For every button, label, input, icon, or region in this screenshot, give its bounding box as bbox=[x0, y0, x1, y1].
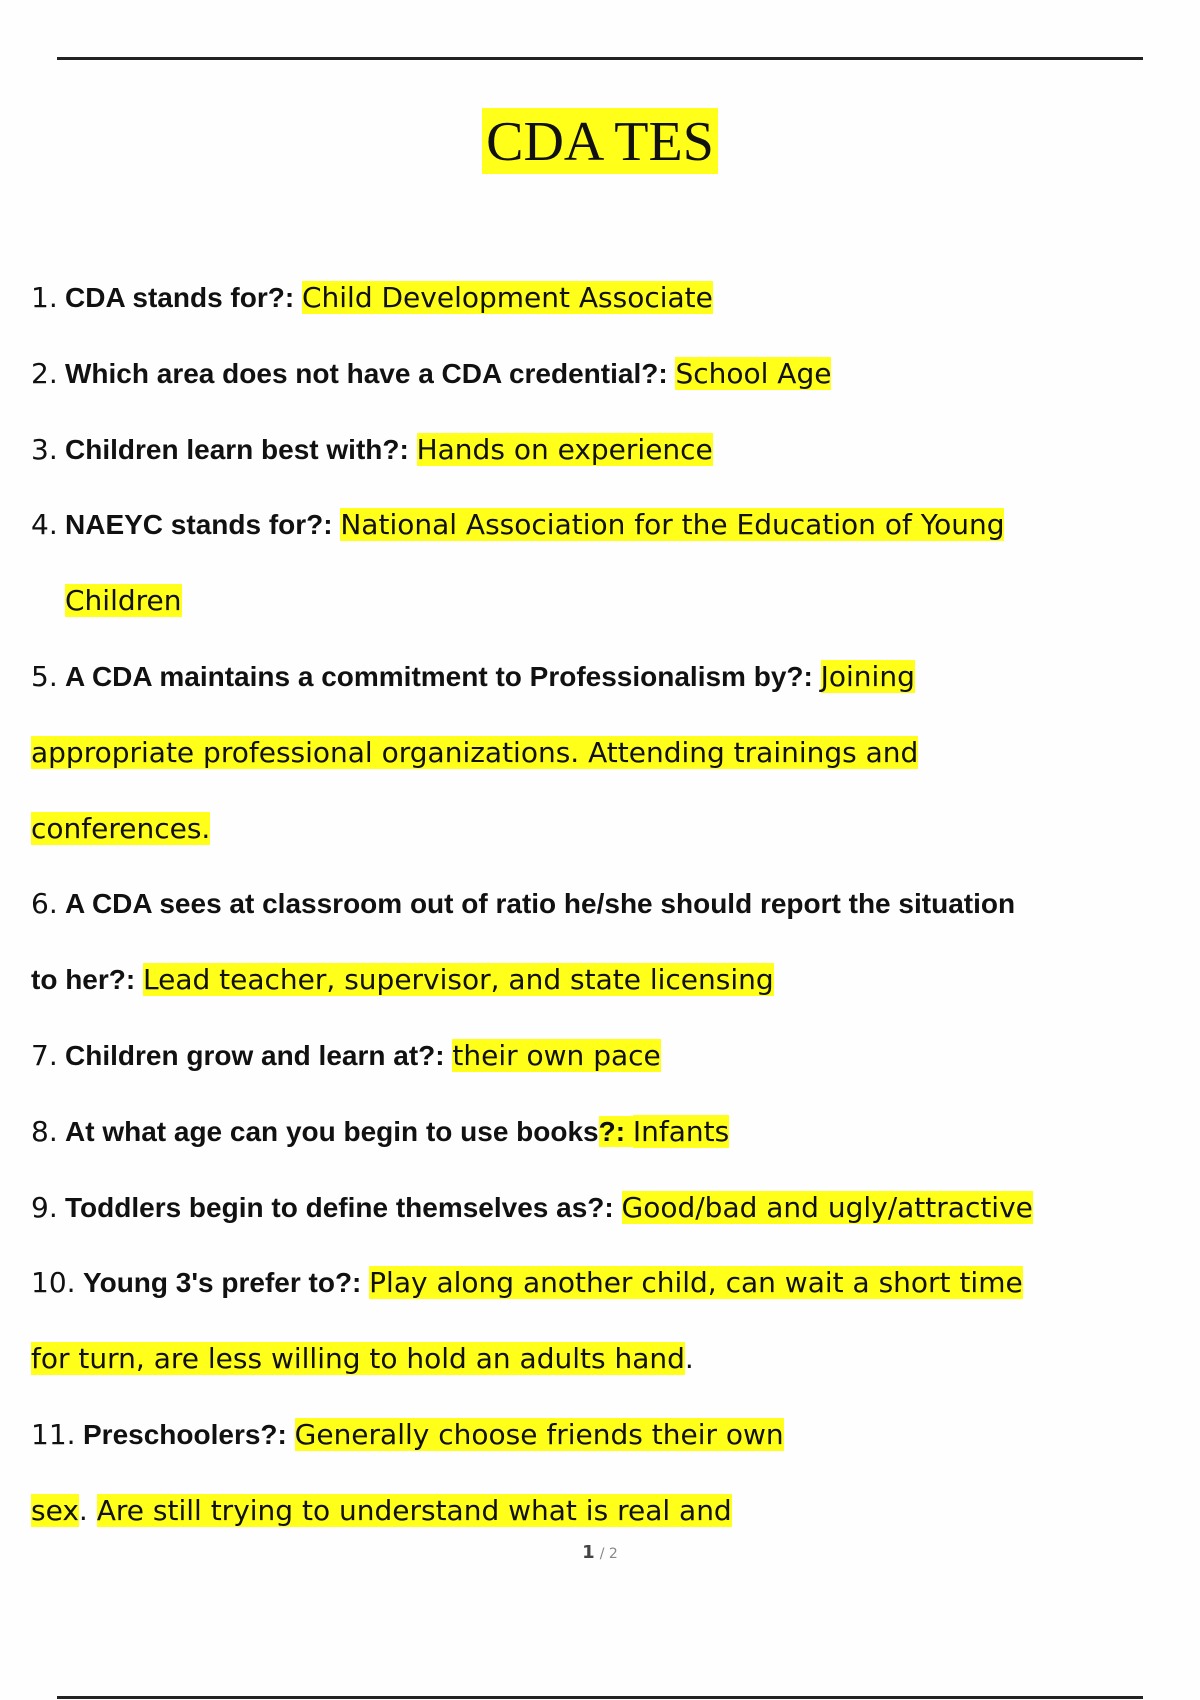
page-indicator bbox=[0, 1542, 1200, 1563]
question-text: NAEYC stands for?: bbox=[65, 509, 341, 541]
question-item bbox=[31, 356, 831, 393]
item-number: 3. bbox=[31, 432, 58, 466]
answer-highlight: for turn, are less willing to hold an adults hand bbox=[31, 1342, 685, 1376]
question-continuation bbox=[31, 811, 210, 848]
question-continuation bbox=[31, 1341, 694, 1378]
question-item bbox=[31, 432, 713, 469]
question-text: A CDA maintains a commitment to Professionalism by?: bbox=[65, 661, 821, 692]
answer-highlight: Generally choose friends their own bbox=[294, 1418, 784, 1451]
answer-highlight: Are still trying to understand what is real and bbox=[96, 1493, 732, 1527]
answer-highlight: appropriate professional organizations. Attending trainings and bbox=[31, 735, 919, 769]
punctuation: . bbox=[684, 1342, 694, 1376]
top-rule bbox=[57, 57, 1143, 60]
item-number: 10. bbox=[31, 1266, 76, 1300]
item-number: 8. bbox=[31, 1114, 58, 1148]
question-item bbox=[31, 1190, 1033, 1227]
item-number: 2. bbox=[31, 356, 58, 390]
total-pages: / 2 bbox=[599, 1546, 618, 1562]
answer-highlight: Child Development Associate bbox=[301, 281, 713, 314]
question-item bbox=[31, 507, 1004, 544]
title-container bbox=[0, 108, 1200, 174]
item-number: 7. bbox=[31, 1039, 58, 1072]
answer-highlight: Joining bbox=[820, 660, 915, 693]
question-item bbox=[31, 1417, 784, 1454]
question-text: Children learn best with?: bbox=[65, 433, 417, 465]
question-item bbox=[31, 280, 713, 317]
question-continuation bbox=[65, 583, 182, 620]
question-text: to her?: bbox=[31, 964, 143, 996]
bottom-rule bbox=[57, 1696, 1143, 1699]
item-number: 11. bbox=[31, 1418, 76, 1451]
item-number: 5. bbox=[31, 660, 58, 693]
answer-highlight: conferences. bbox=[31, 811, 211, 845]
item-number: 4. bbox=[31, 508, 58, 542]
answer-highlight: Lead teacher, supervisor, and state licensing bbox=[143, 963, 774, 997]
answer-highlight: National Association for the Education of Young bbox=[340, 508, 1005, 542]
question-item bbox=[31, 1038, 661, 1075]
answer-highlight: Children bbox=[65, 584, 182, 618]
answer-highlight: ?: bbox=[598, 1115, 633, 1147]
question-text: Preschoolers?: bbox=[83, 1419, 295, 1450]
answer-highlight: their own pace bbox=[452, 1039, 661, 1072]
question-text: CDA stands for?: bbox=[65, 282, 302, 313]
item-number: 1. bbox=[31, 281, 58, 314]
current-page: 1 bbox=[582, 1542, 595, 1563]
answer-highlight: School Age bbox=[675, 356, 832, 390]
question-item bbox=[31, 1265, 1023, 1302]
question-item bbox=[31, 1114, 729, 1151]
question-text: Which area does not have a CDA credential?: bbox=[65, 357, 676, 389]
answer-highlight: Good/bad and ugly/attractive bbox=[621, 1190, 1033, 1224]
question-text: Young 3's prefer to?: bbox=[83, 1267, 370, 1299]
answer-highlight: Infants bbox=[632, 1114, 730, 1148]
question-text: Children grow and learn at?: bbox=[65, 1040, 453, 1071]
question-text: Toddlers begin to define themselves as?: bbox=[65, 1191, 622, 1223]
answer-highlight: Play along another child, can wait a short time bbox=[369, 1266, 1023, 1300]
question-continuation bbox=[31, 962, 774, 999]
punctuation: . bbox=[78, 1493, 97, 1527]
question-continuation bbox=[31, 1493, 732, 1530]
question-continuation bbox=[31, 735, 918, 772]
item-number: 9. bbox=[31, 1190, 58, 1224]
document-title: CDA TES bbox=[482, 108, 718, 174]
answer-highlight: sex bbox=[31, 1493, 79, 1527]
question-item bbox=[31, 886, 1015, 923]
question-text: A CDA sees at classroom out of ratio he/she should report the situation bbox=[65, 888, 1016, 920]
item-number: 6. bbox=[31, 887, 58, 921]
question-item bbox=[31, 659, 915, 696]
answer-highlight: Hands on experience bbox=[416, 432, 713, 466]
question-text: At what age can you begin to use books bbox=[65, 1115, 599, 1147]
